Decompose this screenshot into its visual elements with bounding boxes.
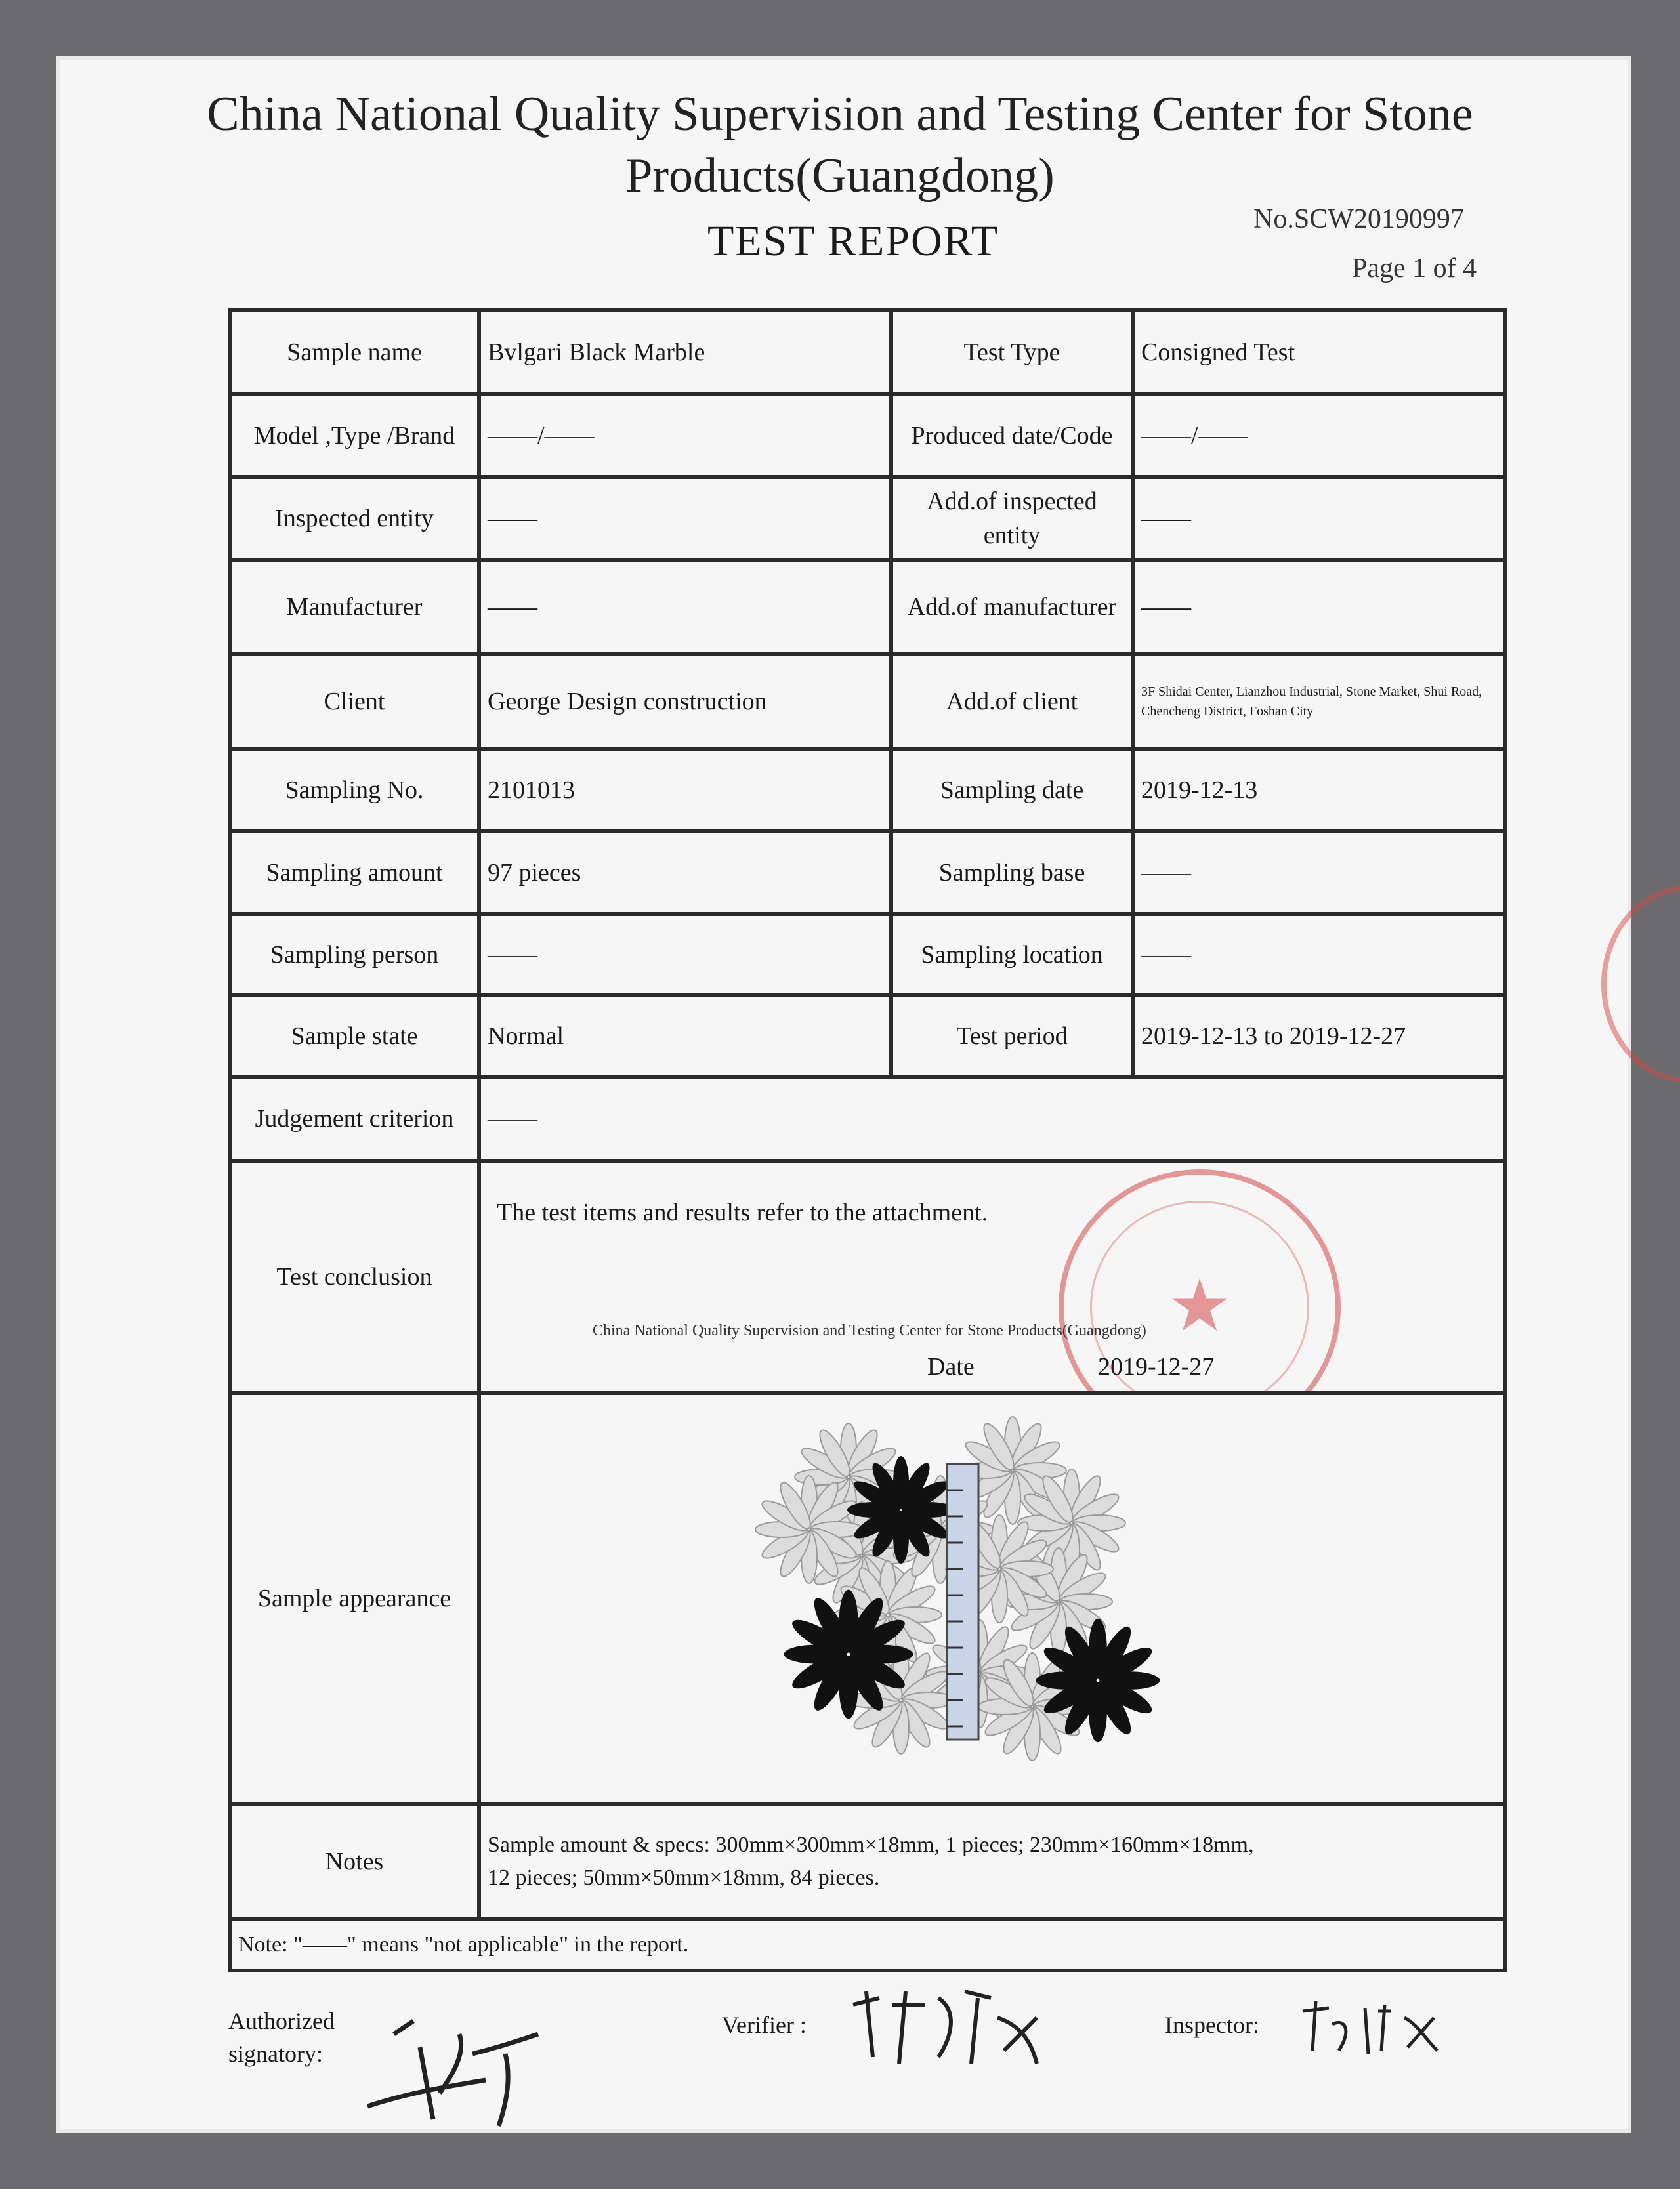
add-manufacturer-value: —— [1133,560,1505,654]
test-type-value: Consigned Test [1133,310,1505,394]
page-indicator: Page 1 of 4 [1352,253,1477,283]
table-row [230,995,1505,1077]
inspector-signature-icon [1293,1991,1450,2064]
test-period-label: Test period [891,995,1133,1077]
sample-name-value: Bvlgari Black Marble [479,310,891,394]
report-number: No.SCW20190997 [1253,204,1464,234]
sample-name-label: Sample name [230,310,479,394]
table-row [230,1804,1505,1919]
produced-label: Produced date/Code [891,394,1133,477]
sampling-person-label: Sampling person [230,914,479,995]
conclusion-cell [479,1161,1505,1393]
table-row [230,1077,1505,1161]
sampling-no-value: 2101013 [479,749,891,831]
client-value: George Design construction [479,654,891,749]
sampling-date-value: 2019-12-13 [1133,749,1505,831]
conclusion-text: The test items and results refer to the attachment. [497,1199,988,1226]
add-client-label: Add.of client [891,654,1133,749]
notes-line-2: 12 pieces; 50mm×50mm×18mm, 84 pieces. [488,1866,880,1890]
test-type-label: Test Type [891,310,1133,394]
inspected-entity-value: —— [479,477,891,560]
add-inspected-value: —— [1133,477,1505,560]
sampling-amount-value: 97 pieces [479,831,891,914]
client-label: Client [230,654,479,749]
appearance-cell [479,1393,1505,1804]
notes-label: Notes [230,1804,479,1919]
add-client-value: 3F Shidai Center, Lianzhou Industrial, Stone Market, Shui Road, Chencheng District, Foshan City [1133,654,1505,749]
table-row [230,560,1505,654]
sampling-base-label: Sampling base [891,831,1133,914]
inspector-label: Inspector: [1165,2012,1259,2038]
table-row [230,654,1505,749]
judgement-value: —— [479,1077,1505,1161]
report-heading: TEST REPORT [707,217,999,265]
sampling-person-value: —— [479,914,891,995]
table-row [230,1161,1505,1393]
sampling-base-value: —— [1133,831,1505,914]
footnote: Note: "——" means "not applicable" in the report. [230,1919,1505,1970]
sampling-amount-label: Sampling amount [230,831,479,914]
inspected-entity-label: Inspected entity [230,477,479,560]
sampling-location-label: Sampling location [891,914,1133,995]
notes-line-1: Sample amount & specs: 300mm×300mm×18mm, 1 pieces; 230mm×160mm×18mm, [488,1833,1254,1857]
add-inspected-label: Add.of inspected entity [891,477,1133,560]
verifier-label: Verifier : [722,2012,807,2038]
judgement-label: Judgement criterion [230,1077,479,1161]
appearance-label: Sample appearance [230,1393,479,1804]
conclusion-label: Test conclusion [230,1161,479,1393]
model-label: Model ,Type /Brand [230,394,479,477]
produced-value: ——/—— [1133,394,1505,477]
report-title-line2: Products(Guangdong) [625,149,1055,203]
conclusion-organization: China National Quality Supervision and Testing Center for Stone Products(Guangdong) [593,1322,1146,1339]
table-row [230,831,1505,914]
table-row [230,394,1505,477]
conclusion-date-value: 2019-12-27 [1098,1353,1215,1381]
report-table [228,308,1507,1972]
table-row [230,477,1505,560]
official-seal-icon: ★ [1059,1169,1341,1393]
report-title-line1: China National Quality Supervision and Testing Center for Stone [207,87,1473,141]
add-manufacturer-label: Add.of manufacturer [891,560,1133,654]
table-row [230,310,1505,394]
sampling-date-label: Sampling date [891,749,1133,831]
table-row [230,749,1505,831]
conclusion-date-label: Date [927,1353,975,1381]
test-period-value: 2019-12-13 to 2019-12-27 [1133,995,1505,1077]
manufacturer-value: —— [479,560,891,654]
notes-value [479,1804,1505,1919]
table-row [230,1919,1505,1970]
authorized-signature-icon [354,1995,578,2139]
sampling-no-label: Sampling No. [230,749,479,831]
manufacturer-label: Manufacturer [230,560,479,654]
sample-state-value: Normal [479,995,891,1077]
sample-photo-image [481,1398,1505,1799]
authorized-signatory-label: Authorized signatory: [228,2008,335,2067]
model-value: ——/—— [479,394,891,477]
table-row [230,914,1505,995]
table-row [230,1393,1505,1804]
sample-state-label: Sample state [230,995,479,1077]
sampling-location-value: —— [1133,914,1505,995]
verifier-signature-icon [840,1978,1050,2077]
